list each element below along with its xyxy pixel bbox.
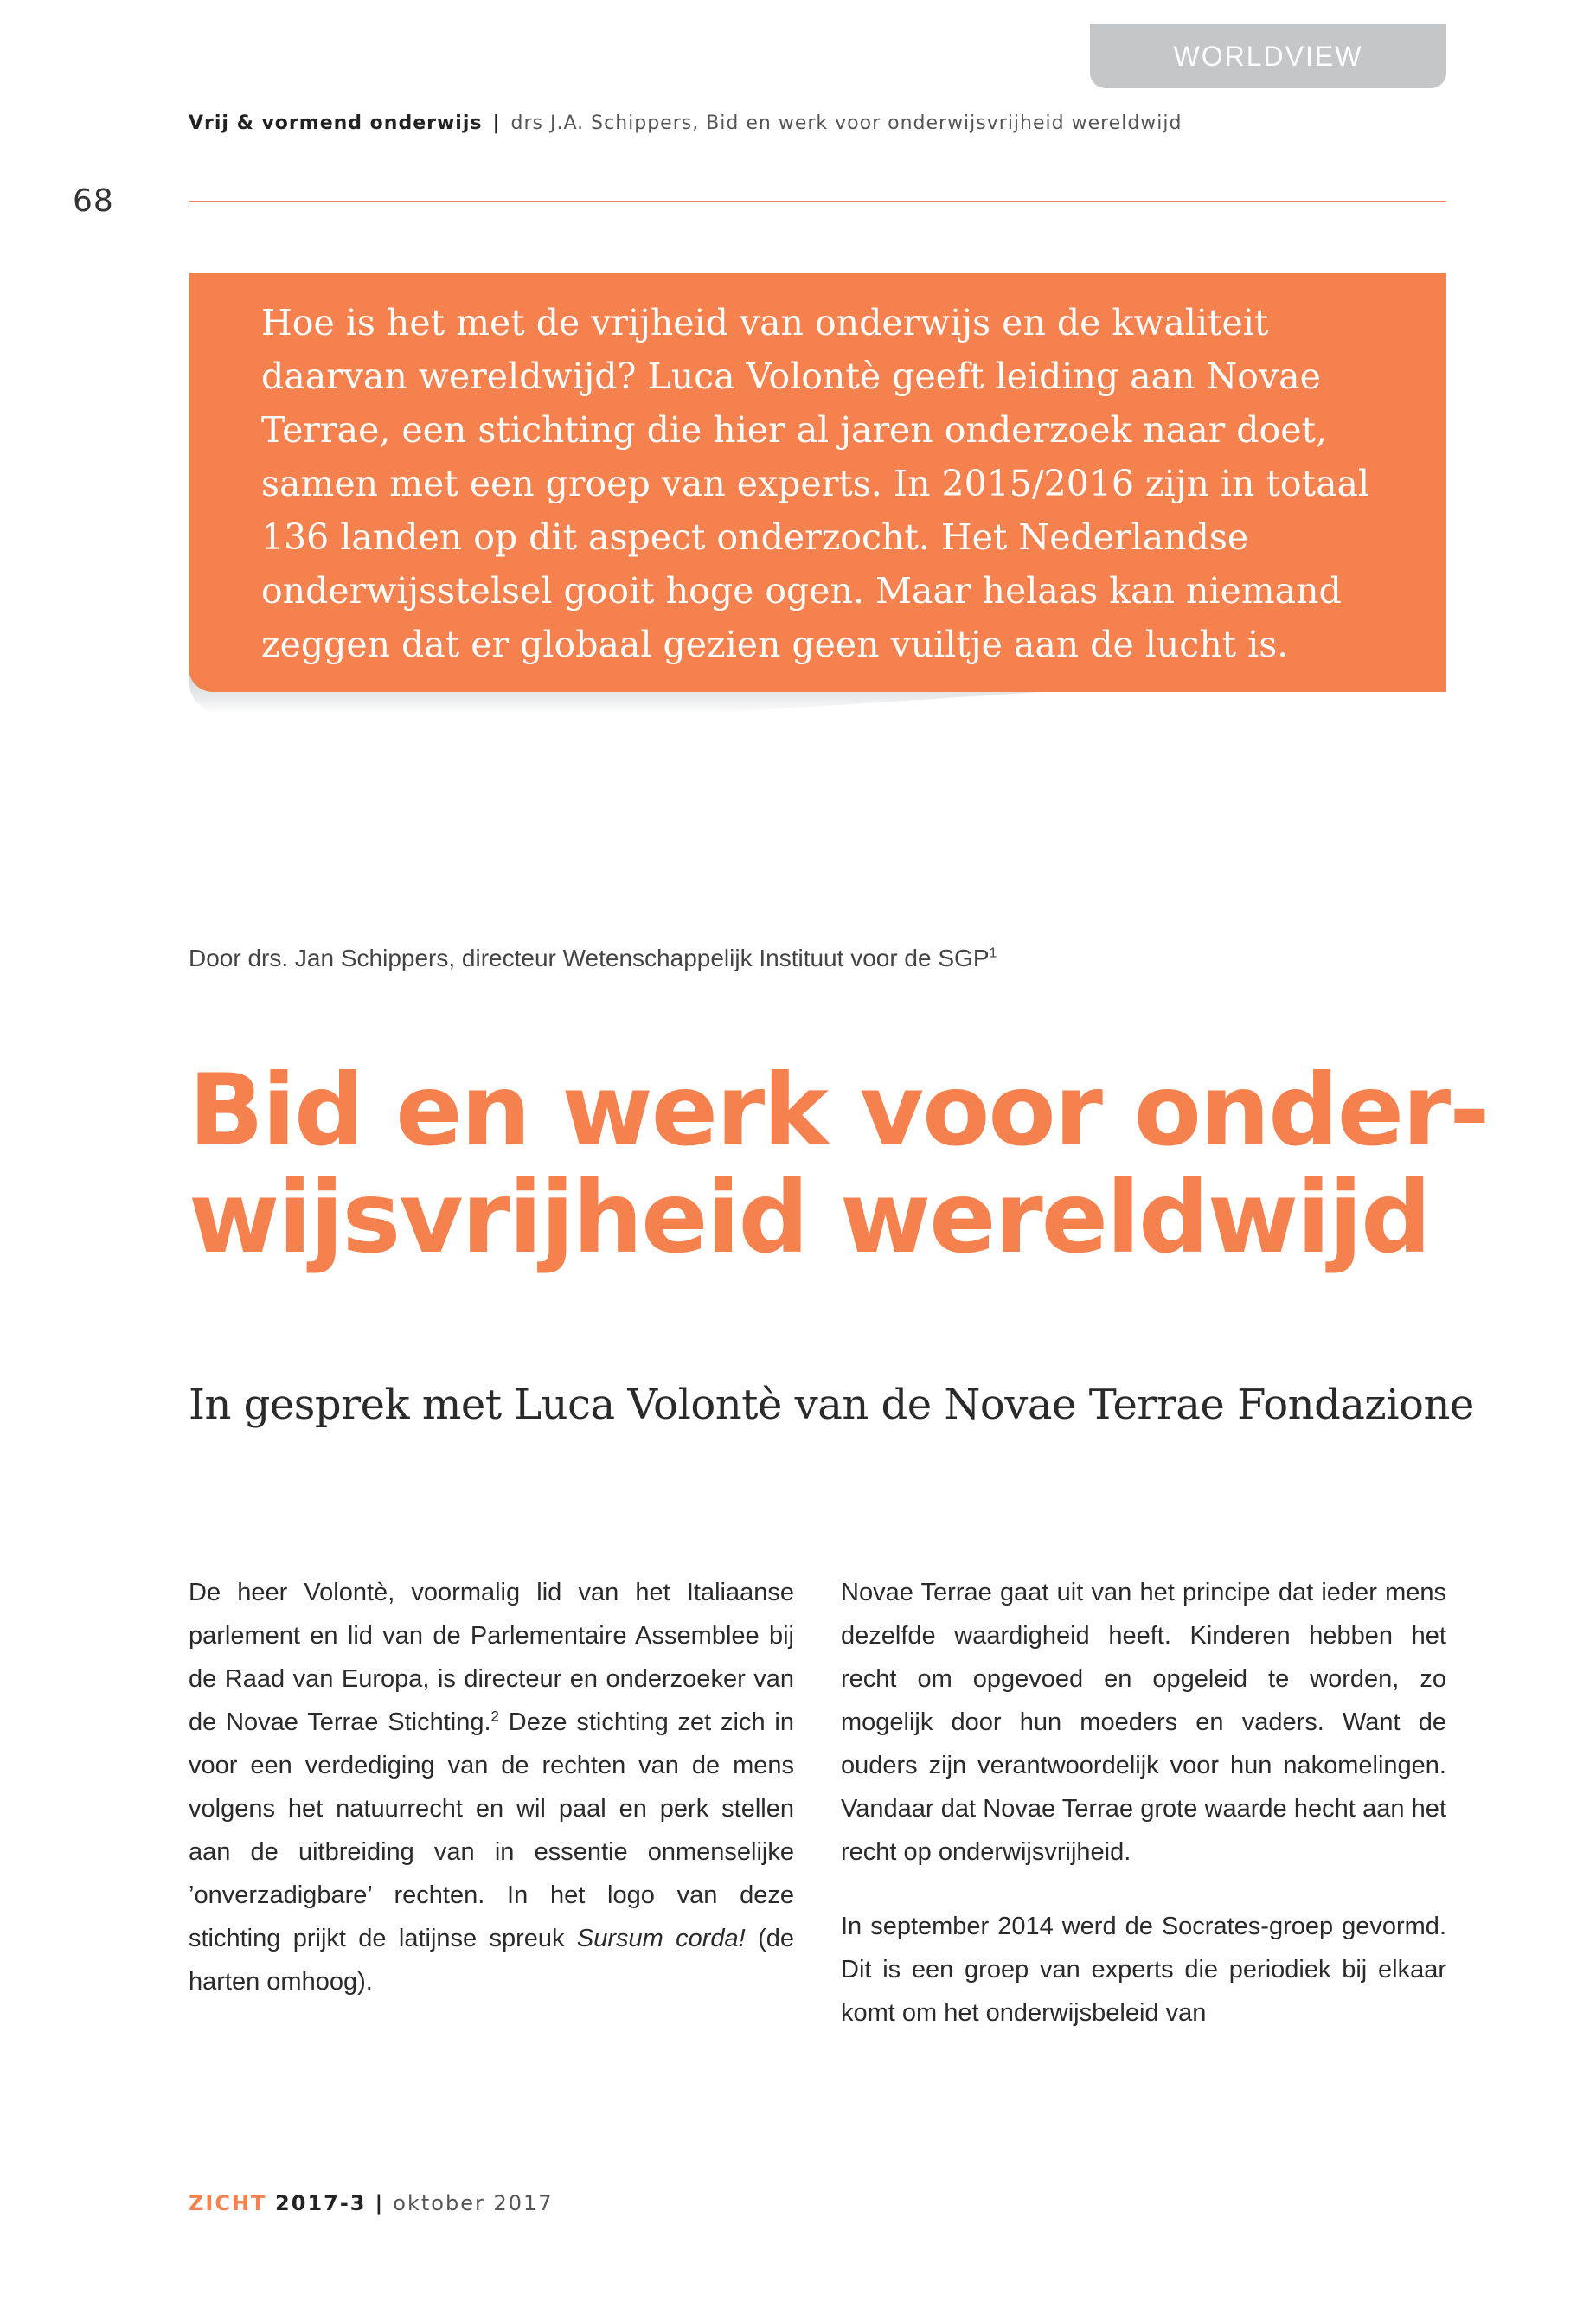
byline-text: Door drs. Jan Schippers, directeur Wetenschappelijk Instituut voor de SGP [189,945,990,971]
paragraph: In september 2014 werd de Socrates-groep gevormd. Dit is een groep van experts die periodiek bij elkaar komt om het onderwijsbeleid van [841,1913,1446,2027]
lead-text: Hoe is het met de vrijheid van onderwijs en de kwaliteit daarvan wereldwijd? Luca Volontè geeft leiding aan Novae Terrae, een stichting die hier al jaren onderzoek naar doet, samen met een groep van experts. In 2015/2016 zijn in totaal 136 landen op dit aspect onderzocht. Het Nederlandse onderwijsstelsel gooit hoge ogen. Maar helaas kan niemand zeggen dat er globaal gezien geen vuiltje aan de lucht is. [261,302,1370,665]
latin-motto: Sursum corda! [576,1925,746,1952]
paragraph: Novae Terrae gaat uit van het principe dat ieder mens dezelfde waardigheid heeft. Kinderen hebben het recht om opgevoed en opgeleid te worden, zo mogelijk door hun moeders en vaders. Want de ouders zijn verantwoordelijk voor hun nakomelingen. Vandaar dat Novae Terrae grote waarde hecht aan het recht op onderwijsvrijheid. [841,1579,1446,1866]
series-title: Vrij & vormend onderwijs [189,112,483,134]
lead-box [189,273,1446,692]
body-column-left [189,1571,794,2035]
footnote-ref: 2 [490,1708,499,1725]
article-title [189,1053,1489,1275]
title-line-2: wijsvrijheid wereldwijd [189,1160,1430,1275]
article-subtitle: In gesprek met Luca Volontè van de Novae Terrae Fondazione [189,1381,1474,1429]
section-tab-label: WORLDVIEW [1173,40,1363,72]
title-line-1: Bid en werk voor onder- [189,1053,1489,1168]
page-number: 68 [73,183,114,219]
article-reference: drs J.A. Schippers, Bid en werk voor onderwijsvrijheid wereldwijd [510,112,1183,134]
section-tab [1090,24,1446,88]
footer-separator: | [375,2191,385,2215]
running-header [189,112,1452,134]
header-rule [189,201,1446,202]
page-footer [189,2191,554,2215]
issue-date: oktober 2017 [393,2191,554,2215]
byline [189,945,1400,972]
paragraph [189,1571,794,2003]
issue-number: 2017-3 [275,2191,367,2215]
paragraph-text: (de harten omhoog). [189,1925,794,1996]
header-separator: | [492,112,501,134]
byline-footnote: 1 [989,945,997,961]
paragraph-text: Deze stichting zet zich in voor een verdediging van de rechten van de mens volgens het natuurrecht en wil paal en perk stellen aan de uitbreiding van in essentie onmenselijke ’onverzadigbare’ rechten. In het logo van deze stichting prijkt de latijnse spreuk [189,1708,795,1952]
paragraph-text: De heer Volontè, voormalig lid van het Italiaanse parlement en lid van de Parlementaire Assemblee bij de Raad van Europa, is directeur en onderzoeker van de Novae Terrae Stichting. [189,1579,794,1736]
magazine-name: ZICHT [189,2191,267,2215]
body-column-right [841,1571,1446,2066]
